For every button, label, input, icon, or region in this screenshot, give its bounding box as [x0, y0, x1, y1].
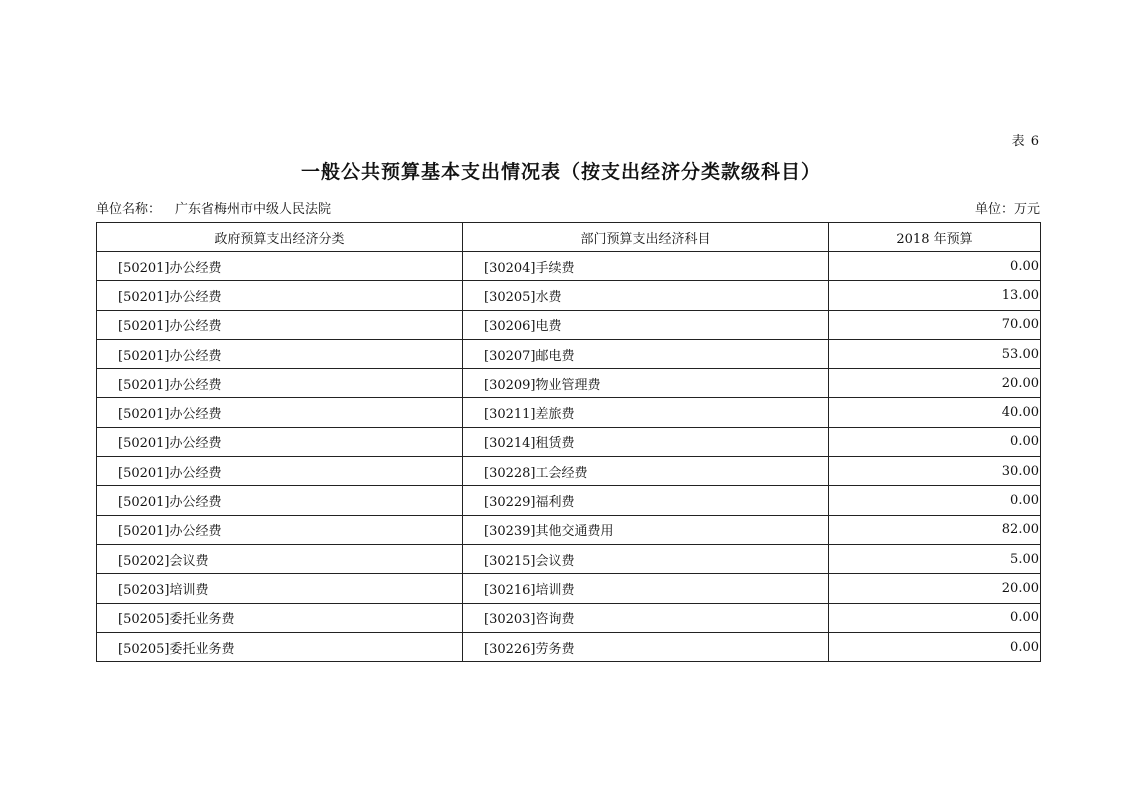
budget-amount-cell: 0.00 — [829, 632, 1041, 661]
dept-subject-cell: [30211]差旅费 — [463, 398, 829, 427]
table-header-row — [97, 223, 1041, 252]
gov-classification-cell: [50201]办公经费 — [97, 486, 463, 515]
dept-subject-cell: [30207]邮电费 — [463, 339, 829, 368]
table-row — [97, 252, 1041, 281]
table-number: 表 6 — [1011, 134, 1040, 149]
budget-amount-cell: 82.00 — [829, 515, 1041, 544]
dept-subject-cell: [30209]物业管理费 — [463, 369, 829, 398]
gov-classification-cell: [50201]办公经费 — [97, 339, 463, 368]
gov-classification-cell: [50201]办公经费 — [97, 281, 463, 310]
dept-subject-cell: [30203]咨询费 — [463, 603, 829, 632]
dept-subject-cell: [30228]工会经费 — [463, 457, 829, 486]
table-row — [97, 486, 1041, 515]
dept-subject-cell: [30214]租赁费 — [463, 427, 829, 456]
dept-subject-cell: [30239]其他交通费用 — [463, 515, 829, 544]
gov-classification-cell: [50201]办公经费 — [97, 398, 463, 427]
dept-subject-cell: [30205]水费 — [463, 281, 829, 310]
page-title: 一般公共预算基本支出情况表（按支出经济分类款级科目） — [300, 161, 821, 183]
table-row — [97, 457, 1041, 486]
table-row — [97, 339, 1041, 368]
budget-amount-cell: 20.00 — [829, 574, 1041, 603]
table-row — [97, 574, 1041, 603]
budget-amount-cell: 30.00 — [829, 457, 1041, 486]
header-gov-classification: 政府预算支出经济分类 — [97, 223, 463, 252]
unit-name-value: 广东省梅州市中级人民法院 — [175, 202, 332, 217]
header-dept-subject: 部门预算支出经济科目 — [463, 223, 829, 252]
table-row — [97, 369, 1041, 398]
gov-classification-cell: [50201]办公经费 — [97, 369, 463, 398]
table-row — [97, 281, 1041, 310]
table-row — [97, 632, 1041, 661]
budget-amount-cell: 20.00 — [829, 369, 1041, 398]
table-row — [97, 515, 1041, 544]
budget-amount-cell: 40.00 — [829, 398, 1041, 427]
table-row — [97, 427, 1041, 456]
meta-row — [96, 198, 1040, 216]
dept-subject-cell: [30226]劳务费 — [463, 632, 829, 661]
table-row — [97, 544, 1041, 573]
gov-classification-cell: [50201]办公经费 — [97, 252, 463, 281]
table-row — [97, 603, 1041, 632]
gov-classification-cell: [50203]培训费 — [97, 574, 463, 603]
gov-classification-cell: [50201]办公经费 — [97, 427, 463, 456]
gov-classification-cell: [50201]办公经费 — [97, 457, 463, 486]
header-budget-2018: 2018 年预算 — [829, 223, 1041, 252]
dept-subject-cell: [30204]手续费 — [463, 252, 829, 281]
gov-classification-cell: [50205]委托业务费 — [97, 632, 463, 661]
budget-amount-cell: 0.00 — [829, 427, 1041, 456]
table-row — [97, 398, 1041, 427]
unit-name-block — [96, 198, 331, 217]
budget-amount-cell: 70.00 — [829, 310, 1041, 339]
budget-amount-cell: 0.00 — [829, 486, 1041, 515]
dept-subject-cell: [30229]福利费 — [463, 486, 829, 515]
table-body — [97, 252, 1041, 662]
budget-amount-cell: 13.00 — [829, 281, 1041, 310]
gov-classification-cell: [50202]会议费 — [97, 544, 463, 573]
dept-subject-cell: [30206]电费 — [463, 310, 829, 339]
gov-classification-cell: [50201]办公经费 — [97, 515, 463, 544]
gov-classification-cell: [50205]委托业务费 — [97, 603, 463, 632]
unit-name-label: 单位名称： — [96, 202, 162, 217]
dept-subject-cell: [30215]会议费 — [463, 544, 829, 573]
budget-amount-cell: 53.00 — [829, 339, 1041, 368]
budget-amount-cell: 0.00 — [829, 252, 1041, 281]
gov-classification-cell: [50201]办公经费 — [97, 310, 463, 339]
table-row — [97, 310, 1041, 339]
currency-unit: 单位：万元 — [974, 202, 1040, 217]
budget-table — [96, 222, 1041, 662]
budget-amount-cell: 5.00 — [829, 544, 1041, 573]
budget-amount-cell: 0.00 — [829, 603, 1041, 632]
dept-subject-cell: [30216]培训费 — [463, 574, 829, 603]
